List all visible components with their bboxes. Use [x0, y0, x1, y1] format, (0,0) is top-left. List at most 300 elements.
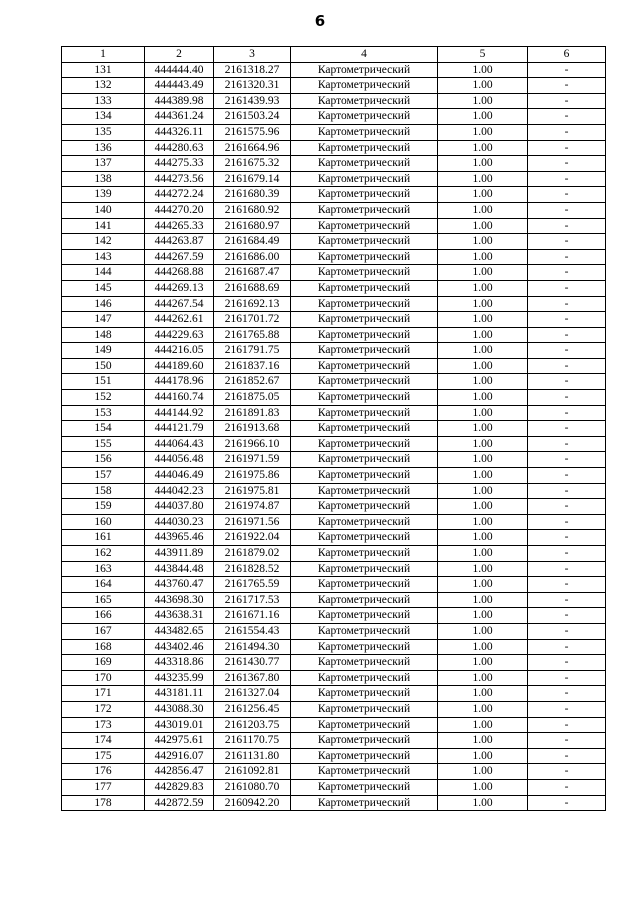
point-number-cell: 167	[62, 623, 145, 639]
method-cell: Картометрический	[291, 187, 438, 203]
x-coordinate-cell: 444056.48	[145, 452, 214, 468]
y-coordinate-cell: 2161367.80	[214, 670, 291, 686]
point-number-cell: 152	[62, 390, 145, 406]
note-cell: -	[528, 530, 606, 546]
note-cell: -	[528, 436, 606, 452]
method-cell: Картометрический	[291, 670, 438, 686]
method-cell: Картометрический	[291, 608, 438, 624]
method-cell: Картометрический	[291, 795, 438, 811]
x-coordinate-cell: 444042.23	[145, 483, 214, 499]
accuracy-cell: 1.00	[438, 483, 528, 499]
accuracy-cell: 1.00	[438, 78, 528, 94]
note-cell: -	[528, 140, 606, 156]
x-coordinate-cell: 442975.61	[145, 733, 214, 749]
accuracy-cell: 1.00	[438, 280, 528, 296]
point-number-cell: 175	[62, 748, 145, 764]
accuracy-cell: 1.00	[438, 670, 528, 686]
point-number-cell: 154	[62, 421, 145, 437]
table-row	[62, 296, 606, 312]
point-number-cell: 145	[62, 280, 145, 296]
point-number-cell: 158	[62, 483, 145, 499]
table-row	[62, 327, 606, 343]
accuracy-cell: 1.00	[438, 717, 528, 733]
accuracy-cell: 1.00	[438, 577, 528, 593]
point-number-cell: 159	[62, 499, 145, 515]
method-cell: Картометрический	[291, 62, 438, 78]
method-cell: Картометрический	[291, 639, 438, 655]
method-cell: Картометрический	[291, 483, 438, 499]
note-cell: -	[528, 733, 606, 749]
y-coordinate-cell: 2161680.97	[214, 218, 291, 234]
method-cell: Картометрический	[291, 234, 438, 250]
table-row	[62, 171, 606, 187]
y-coordinate-cell: 2161680.39	[214, 187, 291, 203]
method-cell: Картометрический	[291, 78, 438, 94]
x-coordinate-cell: 444262.61	[145, 312, 214, 328]
table-row	[62, 483, 606, 499]
table-row	[62, 701, 606, 717]
x-coordinate-cell: 443911.89	[145, 546, 214, 562]
point-number-cell: 132	[62, 78, 145, 94]
accuracy-cell: 1.00	[438, 764, 528, 780]
note-cell: -	[528, 468, 606, 484]
method-cell: Картометрический	[291, 655, 438, 671]
x-coordinate-cell: 442872.59	[145, 795, 214, 811]
note-cell: -	[528, 577, 606, 593]
table-row	[62, 608, 606, 624]
coordinates-table	[61, 46, 606, 811]
point-number-cell: 148	[62, 327, 145, 343]
note-cell: -	[528, 78, 606, 94]
point-number-cell: 174	[62, 733, 145, 749]
note-cell: -	[528, 514, 606, 530]
y-coordinate-cell: 2161439.93	[214, 93, 291, 109]
accuracy-cell: 1.00	[438, 592, 528, 608]
table-row	[62, 390, 606, 406]
x-coordinate-cell: 442829.83	[145, 779, 214, 795]
method-cell: Картометрический	[291, 468, 438, 484]
y-coordinate-cell: 2161891.83	[214, 405, 291, 421]
y-coordinate-cell: 2161320.31	[214, 78, 291, 94]
method-cell: Картометрический	[291, 312, 438, 328]
x-coordinate-cell: 444144.92	[145, 405, 214, 421]
y-coordinate-cell: 2161675.32	[214, 156, 291, 172]
note-cell: -	[528, 764, 606, 780]
note-cell: -	[528, 296, 606, 312]
note-cell: -	[528, 343, 606, 359]
x-coordinate-cell: 444037.80	[145, 499, 214, 515]
method-cell: Картометрический	[291, 358, 438, 374]
x-coordinate-cell: 444389.98	[145, 93, 214, 109]
note-cell: -	[528, 639, 606, 655]
accuracy-cell: 1.00	[438, 686, 528, 702]
x-coordinate-cell: 444267.59	[145, 249, 214, 265]
accuracy-cell: 1.00	[438, 124, 528, 140]
x-coordinate-cell: 443482.65	[145, 623, 214, 639]
accuracy-cell: 1.00	[438, 608, 528, 624]
note-cell: -	[528, 483, 606, 499]
method-cell: Картометрический	[291, 109, 438, 125]
note-cell: -	[528, 701, 606, 717]
method-cell: Картометрический	[291, 280, 438, 296]
point-number-cell: 144	[62, 265, 145, 281]
x-coordinate-cell: 443638.31	[145, 608, 214, 624]
x-coordinate-cell: 444030.23	[145, 514, 214, 530]
accuracy-cell: 1.00	[438, 218, 528, 234]
accuracy-cell: 1.00	[438, 156, 528, 172]
accuracy-cell: 1.00	[438, 436, 528, 452]
accuracy-cell: 1.00	[438, 421, 528, 437]
table-row	[62, 623, 606, 639]
accuracy-cell: 1.00	[438, 62, 528, 78]
column-header: 5	[438, 47, 528, 63]
method-cell: Картометрический	[291, 717, 438, 733]
accuracy-cell: 1.00	[438, 109, 528, 125]
table-row	[62, 343, 606, 359]
accuracy-cell: 1.00	[438, 468, 528, 484]
x-coordinate-cell: 444229.63	[145, 327, 214, 343]
y-coordinate-cell: 2161554.43	[214, 623, 291, 639]
point-number-cell: 168	[62, 639, 145, 655]
accuracy-cell: 1.00	[438, 296, 528, 312]
point-number-cell: 157	[62, 468, 145, 484]
note-cell: -	[528, 623, 606, 639]
point-number-cell: 170	[62, 670, 145, 686]
point-number-cell: 155	[62, 436, 145, 452]
table-row	[62, 218, 606, 234]
method-cell: Картометрический	[291, 623, 438, 639]
method-cell: Картометрический	[291, 124, 438, 140]
y-coordinate-cell: 2161791.75	[214, 343, 291, 359]
method-cell: Картометрический	[291, 218, 438, 234]
y-coordinate-cell: 2161975.81	[214, 483, 291, 499]
x-coordinate-cell: 444361.24	[145, 109, 214, 125]
accuracy-cell: 1.00	[438, 655, 528, 671]
table-row	[62, 748, 606, 764]
y-coordinate-cell: 2161664.96	[214, 140, 291, 156]
x-coordinate-cell: 444263.87	[145, 234, 214, 250]
accuracy-cell: 1.00	[438, 748, 528, 764]
point-number-cell: 177	[62, 779, 145, 795]
y-coordinate-cell: 2161671.16	[214, 608, 291, 624]
note-cell: -	[528, 358, 606, 374]
y-coordinate-cell: 2161765.59	[214, 577, 291, 593]
note-cell: -	[528, 156, 606, 172]
note-cell: -	[528, 280, 606, 296]
accuracy-cell: 1.00	[438, 374, 528, 390]
method-cell: Картометрический	[291, 546, 438, 562]
table-row	[62, 733, 606, 749]
y-coordinate-cell: 2161687.47	[214, 265, 291, 281]
y-coordinate-cell: 2161256.45	[214, 701, 291, 717]
note-cell: -	[528, 748, 606, 764]
point-number-cell: 139	[62, 187, 145, 203]
point-number-cell: 146	[62, 296, 145, 312]
x-coordinate-cell: 443318.86	[145, 655, 214, 671]
y-coordinate-cell: 2161080.70	[214, 779, 291, 795]
y-coordinate-cell: 2161692.13	[214, 296, 291, 312]
accuracy-cell: 1.00	[438, 639, 528, 655]
table-row	[62, 358, 606, 374]
method-cell: Картометрический	[291, 452, 438, 468]
method-cell: Картометрический	[291, 561, 438, 577]
table-row	[62, 452, 606, 468]
table-row	[62, 124, 606, 140]
y-coordinate-cell: 2161503.24	[214, 109, 291, 125]
accuracy-cell: 1.00	[438, 390, 528, 406]
method-cell: Картометрический	[291, 171, 438, 187]
point-number-cell: 161	[62, 530, 145, 546]
x-coordinate-cell: 443760.47	[145, 577, 214, 593]
table-row	[62, 655, 606, 671]
point-number-cell: 137	[62, 156, 145, 172]
y-coordinate-cell: 2161430.77	[214, 655, 291, 671]
table-row	[62, 530, 606, 546]
table-row	[62, 546, 606, 562]
accuracy-cell: 1.00	[438, 234, 528, 250]
point-number-cell: 153	[62, 405, 145, 421]
point-number-cell: 176	[62, 764, 145, 780]
point-number-cell: 178	[62, 795, 145, 811]
x-coordinate-cell: 443235.99	[145, 670, 214, 686]
y-coordinate-cell: 2161494.30	[214, 639, 291, 655]
y-coordinate-cell: 2161680.92	[214, 202, 291, 218]
x-coordinate-cell: 444275.33	[145, 156, 214, 172]
note-cell: -	[528, 452, 606, 468]
note-cell: -	[528, 312, 606, 328]
accuracy-cell: 1.00	[438, 140, 528, 156]
accuracy-cell: 1.00	[438, 561, 528, 577]
accuracy-cell: 1.00	[438, 312, 528, 328]
method-cell: Картометрический	[291, 343, 438, 359]
table-row	[62, 639, 606, 655]
point-number-cell: 172	[62, 701, 145, 717]
table-row	[62, 187, 606, 203]
point-number-cell: 149	[62, 343, 145, 359]
y-coordinate-cell: 2161203.75	[214, 717, 291, 733]
table-row	[62, 62, 606, 78]
note-cell: -	[528, 779, 606, 795]
method-cell: Картометрический	[291, 374, 438, 390]
note-cell: -	[528, 546, 606, 562]
accuracy-cell: 1.00	[438, 701, 528, 717]
x-coordinate-cell: 444121.79	[145, 421, 214, 437]
table-row	[62, 374, 606, 390]
point-number-cell: 142	[62, 234, 145, 250]
accuracy-cell: 1.00	[438, 265, 528, 281]
accuracy-cell: 1.00	[438, 514, 528, 530]
y-coordinate-cell: 2161327.04	[214, 686, 291, 702]
y-coordinate-cell: 2161686.00	[214, 249, 291, 265]
note-cell: -	[528, 795, 606, 811]
y-coordinate-cell: 2161922.04	[214, 530, 291, 546]
note-cell: -	[528, 670, 606, 686]
method-cell: Картометрический	[291, 405, 438, 421]
x-coordinate-cell: 444216.05	[145, 343, 214, 359]
note-cell: -	[528, 93, 606, 109]
x-coordinate-cell: 444178.96	[145, 374, 214, 390]
method-cell: Картометрический	[291, 436, 438, 452]
point-number-cell: 133	[62, 93, 145, 109]
point-number-cell: 171	[62, 686, 145, 702]
y-coordinate-cell: 2161684.49	[214, 234, 291, 250]
x-coordinate-cell: 443402.46	[145, 639, 214, 655]
note-cell: -	[528, 421, 606, 437]
x-coordinate-cell: 444272.24	[145, 187, 214, 203]
note-cell: -	[528, 171, 606, 187]
method-cell: Картометрический	[291, 577, 438, 593]
method-cell: Картометрический	[291, 421, 438, 437]
y-coordinate-cell: 2161717.53	[214, 592, 291, 608]
method-cell: Картометрический	[291, 748, 438, 764]
y-coordinate-cell: 2161765.88	[214, 327, 291, 343]
accuracy-cell: 1.00	[438, 452, 528, 468]
table-row	[62, 468, 606, 484]
accuracy-cell: 1.00	[438, 93, 528, 109]
point-number-cell: 151	[62, 374, 145, 390]
point-number-cell: 150	[62, 358, 145, 374]
x-coordinate-cell: 442856.47	[145, 764, 214, 780]
accuracy-cell: 1.00	[438, 623, 528, 639]
x-coordinate-cell: 444270.20	[145, 202, 214, 218]
y-coordinate-cell: 2161679.14	[214, 171, 291, 187]
point-number-cell: 136	[62, 140, 145, 156]
y-coordinate-cell: 2161913.68	[214, 421, 291, 437]
x-coordinate-cell: 444046.49	[145, 468, 214, 484]
table-row	[62, 109, 606, 125]
y-coordinate-cell: 2160942.20	[214, 795, 291, 811]
method-cell: Картометрический	[291, 530, 438, 546]
note-cell: -	[528, 655, 606, 671]
y-coordinate-cell: 2161971.59	[214, 452, 291, 468]
note-cell: -	[528, 499, 606, 515]
note-cell: -	[528, 390, 606, 406]
method-cell: Картометрический	[291, 764, 438, 780]
method-cell: Картометрический	[291, 779, 438, 795]
method-cell: Картометрический	[291, 265, 438, 281]
table-row	[62, 686, 606, 702]
point-number-cell: 138	[62, 171, 145, 187]
point-number-cell: 165	[62, 592, 145, 608]
accuracy-cell: 1.00	[438, 327, 528, 343]
point-number-cell: 163	[62, 561, 145, 577]
accuracy-cell: 1.00	[438, 499, 528, 515]
accuracy-cell: 1.00	[438, 202, 528, 218]
accuracy-cell: 1.00	[438, 405, 528, 421]
accuracy-cell: 1.00	[438, 530, 528, 546]
y-coordinate-cell: 2161875.05	[214, 390, 291, 406]
column-header: 3	[214, 47, 291, 63]
y-coordinate-cell: 2161975.86	[214, 468, 291, 484]
table-row	[62, 514, 606, 530]
table-row	[62, 795, 606, 811]
x-coordinate-cell: 444064.43	[145, 436, 214, 452]
method-cell: Картометрический	[291, 686, 438, 702]
note-cell: -	[528, 109, 606, 125]
point-number-cell: 140	[62, 202, 145, 218]
y-coordinate-cell: 2161170.75	[214, 733, 291, 749]
table-row	[62, 234, 606, 250]
note-cell: -	[528, 717, 606, 733]
y-coordinate-cell: 2161837.16	[214, 358, 291, 374]
column-header: 2	[145, 47, 214, 63]
y-coordinate-cell: 2161318.27	[214, 62, 291, 78]
x-coordinate-cell: 444444.40	[145, 62, 214, 78]
accuracy-cell: 1.00	[438, 546, 528, 562]
point-number-cell: 162	[62, 546, 145, 562]
x-coordinate-cell: 444267.54	[145, 296, 214, 312]
method-cell: Картометрический	[291, 156, 438, 172]
x-coordinate-cell: 444280.63	[145, 140, 214, 156]
table-row	[62, 670, 606, 686]
table-row	[62, 499, 606, 515]
table-header-row	[62, 47, 606, 63]
table-row	[62, 78, 606, 94]
x-coordinate-cell: 443088.30	[145, 701, 214, 717]
accuracy-cell: 1.00	[438, 795, 528, 811]
point-number-cell: 160	[62, 514, 145, 530]
note-cell: -	[528, 218, 606, 234]
x-coordinate-cell: 443698.30	[145, 592, 214, 608]
y-coordinate-cell: 2161575.96	[214, 124, 291, 140]
table-row	[62, 93, 606, 109]
x-coordinate-cell: 444326.11	[145, 124, 214, 140]
method-cell: Картометрический	[291, 499, 438, 515]
accuracy-cell: 1.00	[438, 779, 528, 795]
x-coordinate-cell: 444268.88	[145, 265, 214, 281]
note-cell: -	[528, 249, 606, 265]
column-header: 1	[62, 47, 145, 63]
column-header: 6	[528, 47, 606, 63]
note-cell: -	[528, 405, 606, 421]
table-row	[62, 312, 606, 328]
table-row	[62, 717, 606, 733]
method-cell: Картометрический	[291, 202, 438, 218]
note-cell: -	[528, 187, 606, 203]
table-row	[62, 764, 606, 780]
x-coordinate-cell: 444265.33	[145, 218, 214, 234]
y-coordinate-cell: 2161966.10	[214, 436, 291, 452]
x-coordinate-cell: 442916.07	[145, 748, 214, 764]
x-coordinate-cell: 443019.01	[145, 717, 214, 733]
accuracy-cell: 1.00	[438, 343, 528, 359]
x-coordinate-cell: 444273.56	[145, 171, 214, 187]
y-coordinate-cell: 2161852.67	[214, 374, 291, 390]
x-coordinate-cell: 444160.74	[145, 390, 214, 406]
method-cell: Картометрический	[291, 93, 438, 109]
x-coordinate-cell: 443965.46	[145, 530, 214, 546]
method-cell: Картометрический	[291, 327, 438, 343]
point-number-cell: 135	[62, 124, 145, 140]
method-cell: Картометрический	[291, 296, 438, 312]
note-cell: -	[528, 234, 606, 250]
y-coordinate-cell: 2161131.80	[214, 748, 291, 764]
note-cell: -	[528, 686, 606, 702]
table-row	[62, 265, 606, 281]
method-cell: Картометрический	[291, 733, 438, 749]
table-row	[62, 577, 606, 593]
y-coordinate-cell: 2161974.87	[214, 499, 291, 515]
point-number-cell: 164	[62, 577, 145, 593]
note-cell: -	[528, 608, 606, 624]
point-number-cell: 156	[62, 452, 145, 468]
note-cell: -	[528, 124, 606, 140]
note-cell: -	[528, 265, 606, 281]
method-cell: Картометрический	[291, 592, 438, 608]
table-row	[62, 249, 606, 265]
column-header: 4	[291, 47, 438, 63]
point-number-cell: 141	[62, 218, 145, 234]
